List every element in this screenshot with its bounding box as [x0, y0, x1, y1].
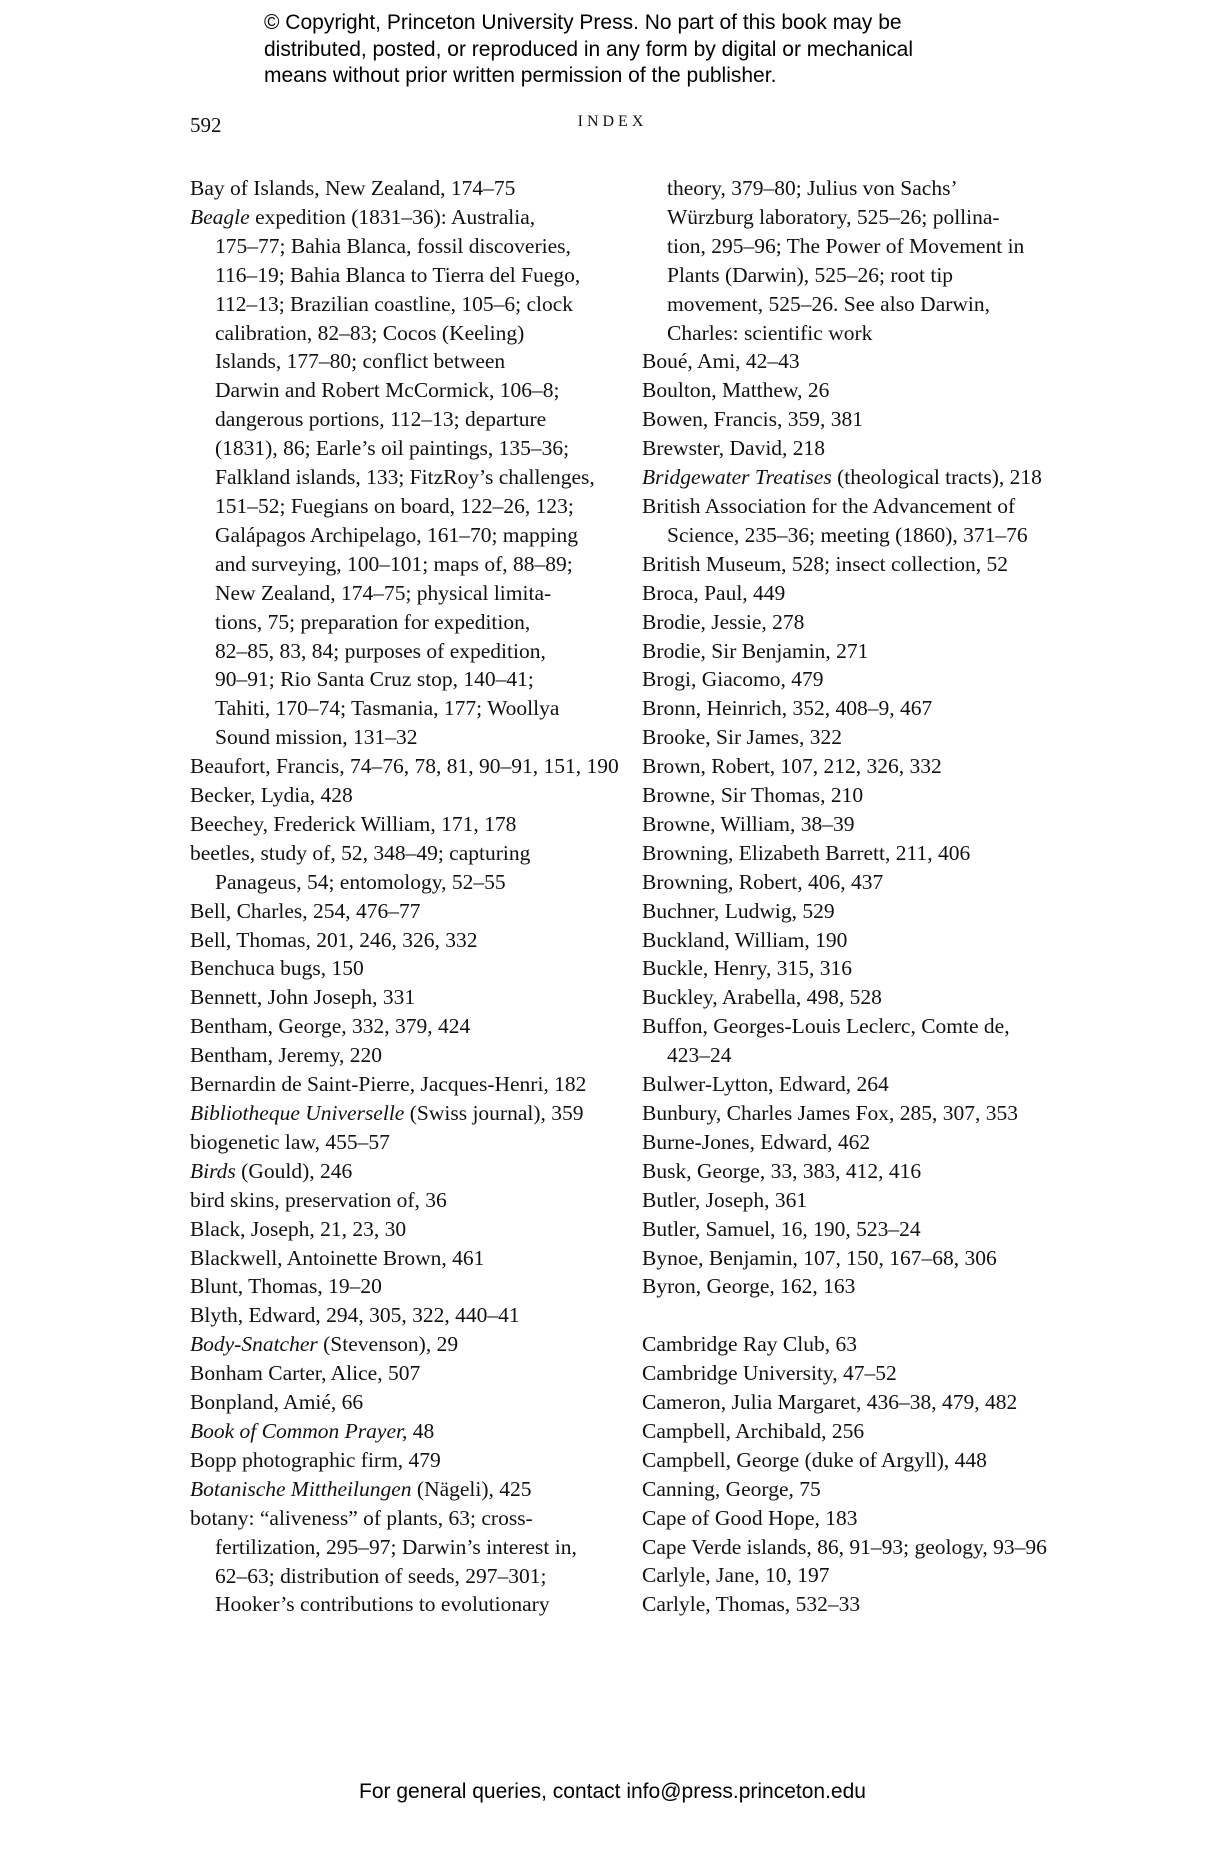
- index-entry: [642, 1561, 1082, 1590]
- index-entry-line: Carlyle, Thomas, 532–33: [642, 1592, 861, 1617]
- index-entry-line: Cameron, Julia Margaret, 436–38, 479, 482: [642, 1390, 1018, 1415]
- footer-contact: For general queries, contact info@press.princeton.edu: [359, 1780, 866, 1803]
- index-entry: [642, 1359, 1082, 1388]
- index-entry: [642, 376, 1082, 405]
- index-entry-line: Bridgewater Treatises (theological tracts), 218: [642, 465, 1042, 490]
- index-entry: [642, 492, 1082, 550]
- index-entry-line: Blyth, Edward, 294, 305, 322, 440–41: [190, 1303, 520, 1328]
- index-entry: [190, 926, 610, 955]
- index-entry-line: Bay of Islands, New Zealand, 174–75: [190, 176, 516, 200]
- copyright-notice: [264, 10, 1024, 90]
- index-entry-line: Brodie, Sir Benjamin, 271: [642, 638, 869, 663]
- index-entry: [642, 665, 1082, 694]
- index-entry-line: and surveying, 100–101; maps of, 88–89;: [215, 551, 573, 576]
- index-entry-line: Plants (Darwin), 525–26; root tip: [667, 262, 954, 287]
- index-entry-line: Brewster, David, 218: [642, 436, 826, 461]
- index-entry: [642, 434, 1082, 463]
- index-entry: [642, 579, 1082, 608]
- index-entry-line: Bonham Carter, Alice, 507: [190, 1361, 421, 1386]
- index-entry-line: Bibliotheque Universelle (Swiss journal), 359: [190, 1101, 584, 1125]
- index-entry-title: Botanische Mittheilungen: [190, 1476, 412, 1501]
- index-entry-line: 90–91; Rio Santa Cruz stop, 140–41;: [215, 667, 534, 692]
- index-entry-line: Sound mission, 131–32: [215, 725, 418, 750]
- index-entry: [642, 1475, 1082, 1504]
- index-entry: [190, 897, 610, 926]
- copyright-line: distributed, posted, or reproduced in any form by digital or mechanical: [264, 37, 914, 61]
- index-entry: [190, 1330, 610, 1359]
- index-entry: [642, 637, 1082, 666]
- index-entry-line: Campbell, Archibald, 256: [642, 1418, 865, 1443]
- index-entry-line: Charles: scientific work: [667, 320, 873, 345]
- index-entry-line: 112–13; Brazilian coastline, 105–6; clock: [215, 291, 574, 316]
- index-entry: [642, 839, 1082, 868]
- index-entry-line: Browne, Sir Thomas, 210: [642, 783, 864, 808]
- index-entry-title: Bibliotheque Universelle: [190, 1101, 405, 1125]
- index-entry: [642, 897, 1082, 926]
- index-entry-line: Hooker’s contributions to evolutionary: [215, 1592, 550, 1617]
- index-entry: [642, 1388, 1082, 1417]
- index-entry-title: Body-Snatcher: [190, 1332, 318, 1357]
- index-entry: [190, 1417, 610, 1446]
- index-entry: [190, 1244, 610, 1273]
- index-entry-line: Boulton, Matthew, 26: [642, 378, 830, 403]
- index-entry-line: Buckle, Henry, 315, 316: [642, 956, 852, 981]
- index-entry-line: Beaufort, Francis, 74–76, 78, 81, 90–91, 151, 190: [190, 754, 619, 779]
- index-entry: [642, 347, 1082, 376]
- index-entry-line: Cambridge University, 47–52: [642, 1361, 897, 1386]
- index-entry: [190, 1359, 610, 1388]
- index-entry-line: Browning, Elizabeth Barrett, 211, 406: [642, 840, 971, 865]
- index-column-right: [642, 174, 1082, 1619]
- index-entry-line: Cape Verde islands, 86, 91–93; geology, 93–96: [642, 1534, 1047, 1559]
- index-entry: [642, 1128, 1082, 1157]
- index-entry: [190, 1099, 610, 1128]
- index-entry-line: Butler, Joseph, 361: [642, 1187, 808, 1212]
- index-entry: [642, 810, 1082, 839]
- index-entry-line: botany: “aliveness” of plants, 63; cross-: [190, 1505, 533, 1530]
- index-entry-line: Broca, Paul, 449: [642, 580, 786, 605]
- index-entry-line: Buckley, Arabella, 498, 528: [642, 985, 882, 1010]
- index-entry: [642, 983, 1082, 1012]
- index-entry-line: Byron, George, 162, 163: [642, 1274, 856, 1299]
- index-entry: [190, 752, 619, 781]
- index-entry: [642, 1215, 1082, 1244]
- index-entry: [642, 1417, 1082, 1446]
- index-entry: [190, 174, 610, 203]
- copyright-line: means without prior written permission of the publisher.: [264, 64, 777, 87]
- index-entry-line: 82–85, 83, 84; purposes of expedition,: [215, 638, 546, 663]
- index-entry-line: Brooke, Sir James, 322: [642, 725, 843, 750]
- index-entry-line: Bonpland, Amié, 66: [190, 1390, 364, 1415]
- index-entry-line: fertilization, 295–97; Darwin’s interest in,: [215, 1534, 577, 1559]
- index-entry-line: British Museum, 528; insect collection, 52: [642, 551, 1009, 576]
- index-entry-line: Tahiti, 170–74; Tasmania, 177; Woollya: [215, 696, 560, 721]
- index-entry-line: Black, Joseph, 21, 23, 30: [190, 1216, 407, 1241]
- index-entry-line: 62–63; distribution of seeds, 297–301;: [215, 1563, 547, 1588]
- page-number: 592: [190, 113, 222, 137]
- index-entry-line: theory, 379–80; Julius von Sachs’: [667, 176, 958, 200]
- index-entry-line: Brogi, Giacomo, 479: [642, 667, 824, 692]
- index-entry-line: biogenetic law, 455–57: [190, 1129, 390, 1154]
- index-entry-continued: [642, 174, 1082, 347]
- index-entry: [190, 983, 610, 1012]
- index-entry-line: Boué, Ami, 42–43: [642, 349, 800, 374]
- letter-section-gap: [642, 1301, 1082, 1330]
- index-entry: [642, 868, 1082, 897]
- index-entry-line: Bell, Thomas, 201, 246, 326, 332: [190, 927, 478, 952]
- index-entry-line: Bunbury, Charles James Fox, 285, 307, 353: [642, 1101, 1019, 1125]
- index-entry-line: Buckland, William, 190: [642, 927, 848, 952]
- index-entry-line: Cape of Good Hope, 183: [642, 1505, 858, 1530]
- index-entry-line: Blackwell, Antoinette Brown, 461: [190, 1245, 485, 1270]
- index-entry: [642, 781, 1082, 810]
- index-entry: [642, 1590, 1082, 1619]
- index-entry: [642, 1244, 1082, 1273]
- index-entry: [190, 1301, 610, 1330]
- index-entry-line: Bynoe, Benjamin, 107, 150, 167–68, 306: [642, 1245, 997, 1270]
- index-entry: [190, 1041, 610, 1070]
- index-entry-line: Würzburg laboratory, 525–26; pollina-: [667, 204, 1000, 229]
- index-entry-line: Butler, Samuel, 16, 190, 523–24: [642, 1216, 921, 1241]
- index-entry: [190, 1272, 610, 1301]
- index-entry-line: New Zealand, 174–75; physical limita-: [215, 580, 552, 605]
- index-entry: [642, 954, 1082, 983]
- index-entry-line: bird skins, preservation of, 36: [190, 1187, 447, 1212]
- index-entry-line: Brown, Robert, 107, 212, 326, 332: [642, 754, 942, 779]
- index-entry-line: movement, 525–26. See also Darwin,: [667, 291, 991, 316]
- index-entry: [642, 1157, 1082, 1186]
- index-entry-line: Becker, Lydia, 428: [190, 783, 353, 808]
- index-entry: [642, 1446, 1082, 1475]
- index-entry: [190, 954, 610, 983]
- index-entry: [642, 550, 1082, 579]
- index-entry-line: Canning, George, 75: [642, 1476, 821, 1501]
- index-entry-line: Beechey, Frederick William, 171, 178: [190, 811, 517, 836]
- index-entry: [642, 1012, 1082, 1070]
- index-entry-line: Bernardin de Saint-Pierre, Jacques-Henri, 182: [190, 1072, 587, 1097]
- index-entry-line: Buffon, Georges-Louis Leclerc, Comte de,: [642, 1014, 1010, 1039]
- index-entry-line: Benchuca bugs, 150: [190, 956, 364, 981]
- index-entry: [642, 752, 1082, 781]
- index-entry-line: Buchner, Ludwig, 529: [642, 898, 835, 923]
- index-entry: [190, 1215, 610, 1244]
- index-entry-line: Browning, Robert, 406, 437: [642, 869, 884, 894]
- index-entry-line: Busk, George, 33, 383, 412, 416: [642, 1158, 922, 1183]
- copyright-line: © Copyright, Princeton University Press. No part of this book may be: [264, 11, 902, 34]
- index-entry-line: dangerous portions, 112–13; departure: [215, 407, 547, 432]
- index-entry: [190, 839, 610, 897]
- index-entry-line: Burne-Jones, Edward, 462: [642, 1129, 871, 1154]
- index-entry-line: Brodie, Jessie, 278: [642, 609, 805, 634]
- index-entry-line: Bennett, John Joseph, 331: [190, 985, 416, 1010]
- index-entry: [642, 1099, 1082, 1128]
- index-entry-line: Campbell, George (duke of Argyll), 448: [642, 1447, 987, 1472]
- index-entry-line: Blunt, Thomas, 19–20: [190, 1274, 382, 1299]
- index-entry: [190, 1504, 610, 1620]
- index-entry: [190, 1388, 610, 1417]
- index-entry: [190, 1475, 610, 1504]
- index-entry-line: tions, 75; preparation for expedition,: [215, 609, 531, 634]
- index-entry-line: Browne, William, 38–39: [642, 811, 855, 836]
- index-entry-line: Body-Snatcher (Stevenson), 29: [190, 1332, 459, 1357]
- index-entry: [190, 1012, 610, 1041]
- index-entry-line: Darwin and Robert McCormick, 106–8;: [215, 378, 560, 403]
- index-entry: [190, 810, 610, 839]
- index-entry-title: Birds: [190, 1158, 236, 1183]
- index-entry: [190, 1157, 610, 1186]
- index-entry: [190, 1128, 610, 1157]
- index-entry-line: Bentham, George, 332, 379, 424: [190, 1014, 471, 1039]
- index-entry: [642, 1504, 1082, 1533]
- index-entry-line: 423–24: [667, 1043, 732, 1068]
- index-entry-title: Bridgewater Treatises: [642, 465, 832, 490]
- index-entry: [642, 1272, 1082, 1301]
- index-entry-line: British Association for the Advancement of: [642, 493, 1016, 518]
- index-entry-line: Book of Common Prayer, 48: [190, 1418, 435, 1443]
- index-entry-line: Bulwer-Lytton, Edward, 264: [642, 1072, 889, 1097]
- index-entry-title: Beagle: [190, 204, 250, 229]
- index-entry-line: calibration, 82–83; Cocos (Keeling): [215, 320, 525, 345]
- index-entry-line: Panageus, 54; entomology, 52–55: [215, 869, 506, 894]
- index-entry-line: Bronn, Heinrich, 352, 408–9, 467: [642, 696, 933, 721]
- index-entry: [190, 781, 610, 810]
- index-entry-line: Falkland islands, 133; FitzRoy’s challenges,: [215, 465, 595, 490]
- index-entry-line: 151–52; Fuegians on board, 122–26, 123;: [215, 493, 574, 518]
- index-entry: [642, 608, 1082, 637]
- index-entry-line: 116–19; Bahia Blanca to Tierra del Fuego,: [215, 262, 581, 287]
- index-entry: [190, 203, 610, 752]
- index-entry-line: tion, 295–96; The Power of Movement in: [667, 233, 1025, 258]
- index-entry-line: Bowen, Francis, 359, 381: [642, 407, 863, 432]
- index-entry: [642, 1533, 1082, 1562]
- index-entry-line: (1831), 86; Earle’s oil paintings, 135–36;: [215, 436, 570, 461]
- index-entry-title: Book of Common Prayer,: [190, 1418, 408, 1443]
- index-entry-line: Bopp photographic firm, 479: [190, 1447, 441, 1472]
- index-entry: [190, 1446, 610, 1475]
- index-entry-line: Botanische Mittheilungen (Nägeli), 425: [190, 1476, 532, 1501]
- index-column-left: [190, 174, 619, 1619]
- index-entry: [642, 1330, 1082, 1359]
- index-entry-line: Carlyle, Jane, 10, 197: [642, 1563, 830, 1588]
- index-entry-line: Birds (Gould), 246: [190, 1158, 353, 1183]
- index-entry: [642, 463, 1082, 492]
- index-entry-line: Cambridge Ray Club, 63: [642, 1332, 857, 1357]
- index-entry-line: beetles, study of, 52, 348–49; capturing: [190, 840, 531, 865]
- running-head: INDEX: [577, 113, 648, 130]
- index-entry-line: Galápagos Archipelago, 161–70; mapping: [215, 522, 579, 547]
- index-entry-line: Science, 235–36; meeting (1860), 371–76: [667, 522, 1028, 547]
- index-entry: [642, 1186, 1082, 1215]
- index-entry: [642, 1070, 1082, 1099]
- index-entry-line: Bentham, Jeremy, 220: [190, 1043, 383, 1068]
- index-entry-line: Islands, 177–80; conflict between: [215, 349, 506, 374]
- index-entry: [190, 1070, 610, 1099]
- index-entry: [642, 694, 1082, 723]
- index-entry: [642, 926, 1082, 955]
- index-entry: [642, 723, 1082, 752]
- index-entry-line: 175–77; Bahia Blanca, fossil discoveries,: [215, 233, 571, 258]
- index-entry: [642, 405, 1082, 434]
- index-entry: [190, 1186, 610, 1215]
- index-entry-line: Beagle expedition (1831–36): Australia,: [190, 204, 536, 229]
- index-entry-line: Bell, Charles, 254, 476–77: [190, 898, 421, 923]
